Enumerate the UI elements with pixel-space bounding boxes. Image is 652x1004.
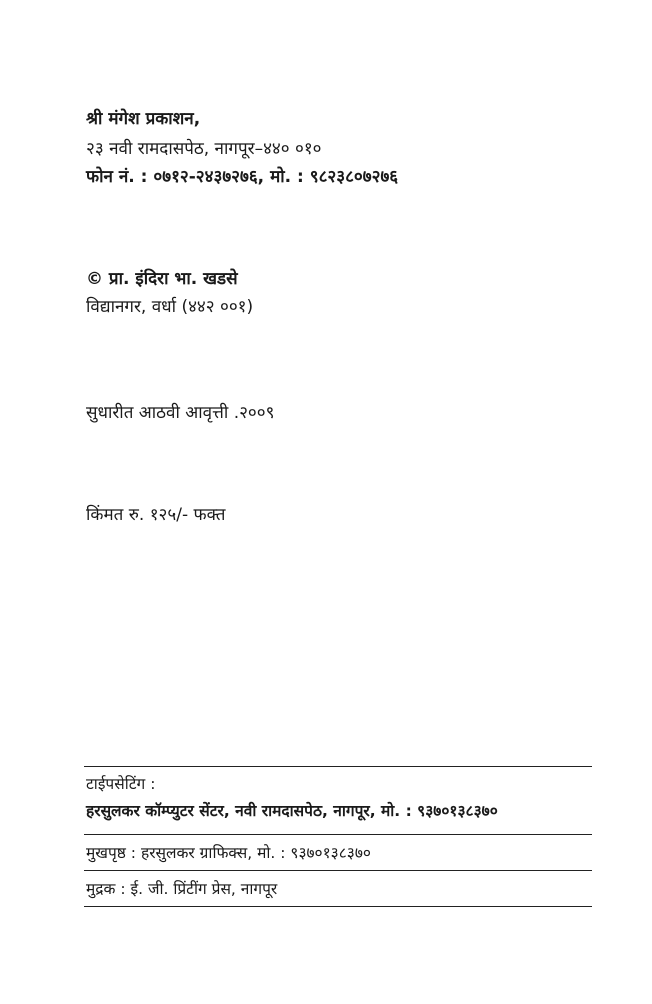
- cover-credit: मुखपृष्ठ : हरसुलकर ग्राफिक्स, मो. : ९३७०१३८३७०: [86, 844, 371, 862]
- copyright-holder: © प्रा. इंदिरा भा. खडसे: [86, 269, 238, 289]
- publisher-phone: फोन नं. : ०७१२-२४३७२७६, मो. : ९८२३८०७२७६: [86, 167, 399, 187]
- printer-credit: मुद्रक : ई. जी. प्रिंटींग प्रेस, नागपूर: [86, 880, 278, 898]
- edition-info: सुधारीत आठवी आवृत्ती .२००९: [86, 403, 275, 423]
- publisher-address: २३ नवी रामदासपेठ, नागपूर–४४० ०१०: [86, 139, 322, 159]
- divider-rule: [84, 870, 592, 871]
- divider-rule: [84, 906, 592, 907]
- price: किंमत रु. १२५/- फक्त: [86, 505, 226, 525]
- copyright-location: विद्यानगर, वर्धा (४४२ ००१): [86, 297, 254, 317]
- typesetting-label: टाईपसेटिंग :: [86, 775, 156, 793]
- typesetting-value: हरसुलकर कॉम्प्युटर सेंटर, नवी रामदासपेठ, नागपूर, मो. : ९३७०१३८३७०: [86, 802, 498, 820]
- divider-rule: [84, 766, 592, 767]
- divider-rule: [84, 834, 592, 835]
- publisher-name: श्री मंगेश प्रकाशन,: [86, 109, 201, 129]
